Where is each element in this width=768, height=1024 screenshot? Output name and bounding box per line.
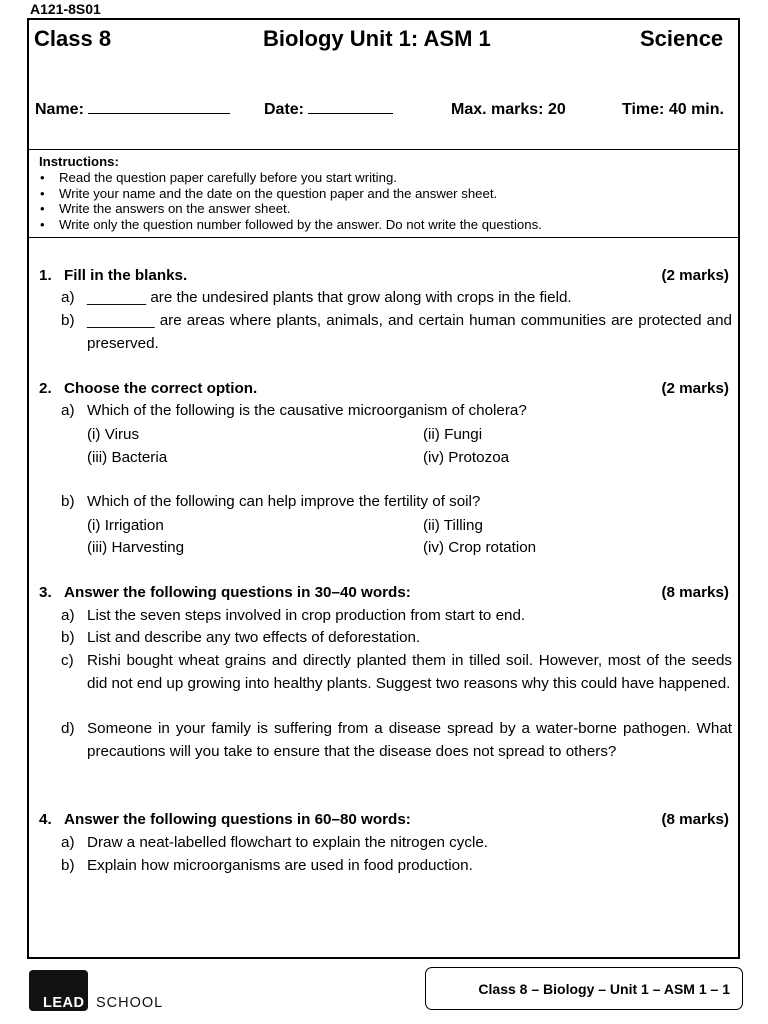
question-2-heading — [39, 380, 729, 397]
part-label: d) — [61, 720, 75, 737]
option-2a-iv: (iv) Protozoa — [423, 449, 510, 466]
time-limit: Time: 40 min. — [622, 101, 724, 118]
part-text: ________ are areas where plants, animals, and certain human communities are protected and preserved. — [87, 312, 732, 352]
part-label: c) — [61, 652, 74, 669]
part-label: a) — [61, 289, 75, 306]
part-text: Which of the following is the causative microorganism of cholera? — [87, 402, 527, 419]
question-3c — [61, 650, 732, 695]
question-1a — [61, 287, 732, 310]
question-marks: (2 marks) — [661, 380, 729, 397]
part-text: List the seven steps involved in crop production from start to end. — [87, 607, 526, 624]
question-title: Answer the following questions in 60–80 words: — [64, 811, 411, 828]
paper-title: Biology Unit 1: ASM 1 — [263, 26, 491, 51]
instruction-item: • Read the question paper carefully before you start writing. — [39, 170, 738, 186]
logo-school-text: SCHOOL — [96, 995, 164, 1011]
instructions-title: Instructions: — [39, 154, 119, 169]
question-title: Fill in the blanks. — [64, 267, 188, 284]
question-4a — [61, 832, 732, 855]
logo-lead-text: LEAD — [43, 995, 85, 1011]
question-marks: (2 marks) — [661, 267, 729, 284]
date-blank — [308, 113, 393, 114]
name-field — [35, 101, 230, 119]
instruction-item: • Write only the question number followed by the answer. Do not write the questions. — [39, 217, 738, 233]
part-text: Someone in your family is suffering from a disease spread by a water-borne pathogen. What precautions will you take to ensure that the disease does not spread to others? — [87, 720, 732, 760]
part-label: b) — [61, 312, 75, 329]
date-field — [264, 101, 393, 119]
question-number: 2. — [39, 380, 52, 397]
part-text: Explain how microorganisms are used in food production. — [87, 857, 473, 874]
question-2a — [61, 400, 732, 423]
part-label: b) — [61, 629, 75, 646]
option-2a-i: (i) Virus — [87, 426, 140, 443]
option-2b-iii: (iii) Harvesting — [87, 539, 185, 556]
date-label: Date: — [264, 101, 305, 118]
part-label: b) — [61, 493, 75, 510]
part-label: a) — [61, 402, 75, 419]
question-3a — [61, 605, 732, 628]
subject-label: Science — [640, 26, 724, 51]
part-text: List and describe any two effects of deforestation. — [87, 629, 421, 646]
footer-reference-text: Class 8 – Biology – Unit 1 – ASM 1 – 1 — [478, 980, 730, 997]
max-marks: Max. marks: 20 — [451, 101, 566, 118]
instruction-item: • Write the answers on the answer sheet. — [39, 201, 738, 217]
option-2b-i: (i) Irrigation — [87, 517, 164, 534]
question-marks: (8 marks) — [661, 584, 729, 601]
document-code: A121-8S01 — [30, 1, 101, 17]
question-2b — [61, 491, 732, 514]
question-3-heading — [39, 584, 729, 601]
part-label: a) — [61, 834, 75, 851]
part-text: Rishi bought wheat grains and directly planted them in tilled soil. However, most of the seeds did not end up growing into healthy plants. Suggest two reasons why this could have happened. — [87, 652, 732, 692]
question-4-heading — [39, 811, 729, 828]
question-title: Answer the following questions in 30–40 words: — [64, 584, 411, 601]
name-blank — [88, 113, 230, 114]
question-number: 3. — [39, 584, 52, 601]
name-label: Name: — [35, 101, 84, 118]
question-number: 1. — [39, 267, 52, 284]
class-label: Class 8 — [34, 26, 112, 51]
part-text: Draw a neat-labelled flowchart to explain the nitrogen cycle. — [87, 834, 489, 851]
option-2a-iii: (iii) Bacteria — [87, 449, 168, 466]
option-2b-ii: (ii) Tilling — [423, 517, 483, 534]
question-number: 4. — [39, 811, 52, 828]
footer-reference — [425, 967, 743, 1010]
question-title: Choose the correct option. — [64, 380, 258, 397]
part-text: _______ are the undesired plants that grow along with crops in the field. — [87, 289, 572, 306]
part-text: Which of the following can help improve the fertility of soil? — [87, 493, 481, 510]
question-marks: (8 marks) — [661, 811, 729, 828]
part-label: a) — [61, 607, 75, 624]
question-3b — [61, 627, 732, 650]
option-2a-ii: (ii) Fungi — [423, 426, 483, 443]
part-label: b) — [61, 857, 75, 874]
question-1-heading — [39, 267, 729, 284]
question-1b — [61, 310, 732, 355]
option-2b-iv: (iv) Crop rotation — [423, 539, 537, 556]
question-3d — [61, 718, 732, 763]
question-4b — [61, 855, 732, 878]
instructions-box — [28, 149, 739, 238]
instruction-item: • Write your name and the date on the question paper and the answer sheet. — [39, 186, 738, 202]
